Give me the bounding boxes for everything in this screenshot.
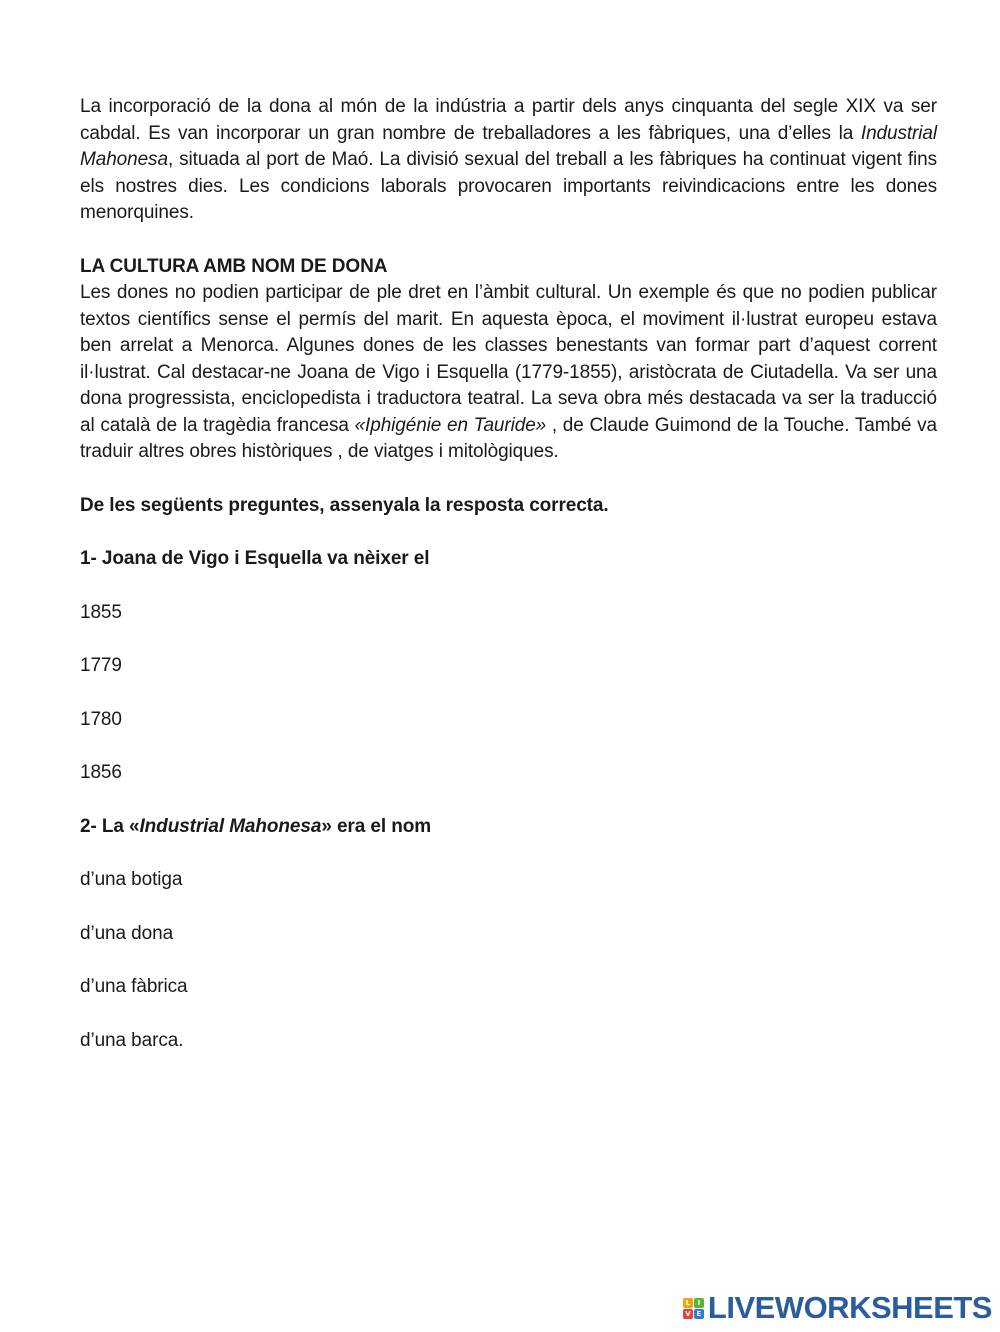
q2-option-botiga[interactable]: d’una botiga	[80, 869, 183, 890]
q1-option-1856[interactable]: 1856	[80, 762, 122, 783]
section-paragraph	[80, 280, 937, 466]
section-text-start: Les dones no podien participar de ple dret en l’àmbit cultural. Un exemple és que no podien publicar textos científics sense el permís del marit. En aquesta època, el moviment il·lustrat europeu estava ben arrelat a Menorca. Algunes dones de les classes benestants van formar part d’aquest corrent il·lustrat. Cal destacar-ne Joana de Vigo i Esquella (1779-1855), aristòcrata de Ciutadella. Va ser una dona progressista, enciclopedista i traductora teatral. La seva obra més destacada va ser la traducció al català de la tragèdia francesa	[80, 282, 937, 436]
intro-text-end: , situada al port de Maó. La divisió sexual del treball a les fàbriques ha continuat vigent fins els nostres dies. Les condicions laborals provocaren importants reivindicacions entre les dones menorquines.	[80, 149, 937, 223]
q1-option-1779[interactable]: 1779	[80, 655, 122, 676]
liveworksheets-logo	[683, 1290, 992, 1326]
q2-option-barca[interactable]: d’una barca.	[80, 1029, 184, 1051]
logo-mark-v: V	[683, 1309, 693, 1319]
intro-text-start: La incorporació de la dona al món de la indústria a partir dels anys cinquanta del segle XIX va ser cabdal. Es van incorporar un gran nombre de treballadores a les fàbriques, una d’elles la	[80, 96, 937, 144]
logo-text: LIVEWORKSHEETS	[707, 1290, 992, 1325]
q1-option-1780[interactable]: 1780	[80, 708, 122, 730]
question-2	[80, 814, 937, 841]
intro-italic-name: Industrial Mahonesa	[80, 122, 937, 170]
instruction: De les següents preguntes, assenyala la resposta correcta.	[80, 494, 609, 516]
q2-option-fabrica[interactable]: d’una fàbrica	[80, 976, 188, 997]
section-italic-title: «Iphigénie en Tauride»	[354, 414, 547, 436]
logo-mark-l: L	[683, 1298, 693, 1308]
logo-mark-e: E	[694, 1309, 704, 1319]
q2-italic-name: Industrial Mahonesa	[139, 815, 322, 837]
q2-text-start: 2- La «	[80, 815, 140, 837]
logo-mark-icon	[683, 1298, 704, 1319]
q1-option-1855[interactable]: 1855	[80, 601, 122, 623]
question-1: 1- Joana de Vigo i Esquella va nèixer el	[80, 548, 430, 569]
logo-mark-i: I	[694, 1298, 704, 1308]
intro-paragraph	[80, 94, 937, 227]
section-text-end: , de Claude Guimond de la Touche. També va traduir altres obres històriques , de viatges i mitològiques.	[80, 414, 937, 462]
q2-text-end: » era el nom	[321, 815, 431, 837]
section-heading: LA CULTURA AMB NOM DE DONA	[80, 255, 388, 277]
q2-option-dona[interactable]: d’una dona	[80, 922, 174, 944]
worksheet-page	[80, 94, 937, 1054]
